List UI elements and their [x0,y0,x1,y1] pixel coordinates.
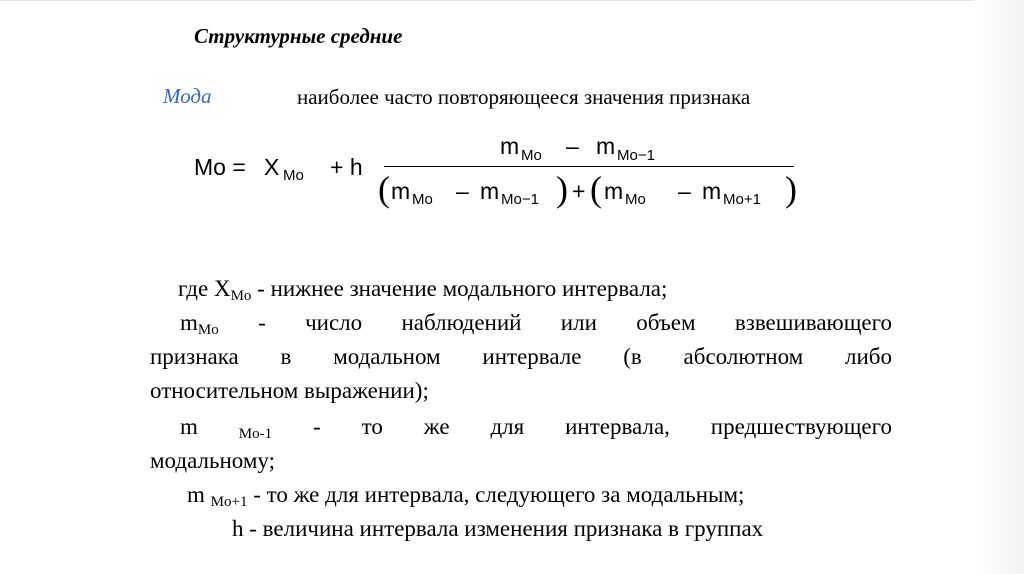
denom-sub4: Mo+1 [723,191,761,208]
explanation-line-5 [180,410,892,451]
denom-minus-2: – [678,178,691,204]
formula-plus-h: + h [330,154,363,180]
x-symbol: X [213,276,231,301]
numerator-sub2: Mo−1 [617,147,655,164]
slide-title: Структурные средние [194,24,403,48]
denom-m2: m [480,178,500,204]
explanation-line-6: модальному; [150,448,275,473]
numerator-m1: m [500,133,520,159]
denom-lparen-1: ( [378,169,390,209]
fraction-bar [384,166,794,167]
denom-sub2: Mo−1 [501,191,539,208]
numerator-m2: m [596,133,616,159]
denom-plus: + [572,178,586,204]
explanation-line-4: относительном выражении); [150,378,429,403]
mode-formula [0,0,1024,230]
m-prev-subscript: Mo-1 [238,426,273,442]
m-prev-symbol: m [180,414,198,439]
denom-lparen-2: ( [590,169,602,209]
denom-rparen-1: ) [556,169,568,209]
explanation-line-3: признака в модальном интервале (в абсолютном либо [150,344,892,369]
formula-x: X [264,154,280,180]
m-next-symbol: m [187,482,205,507]
m-subscript: Mo [197,322,219,338]
x-subscript: Mo [230,288,252,304]
definition-term: Мода [163,84,212,108]
formula-lhs: Mo = [194,154,246,180]
m-symbol: m [180,310,198,335]
denom-m4: m [702,178,722,204]
definition-text: наиболее часто повторяющееся значения признака [297,85,751,109]
x-description: - нижнее значение модального интервала; [257,276,668,301]
denom-sub1: Mo [412,191,433,208]
m-next-description: - то же для интервала, следующего за модальным; [253,482,745,507]
denom-m3: m [604,178,624,204]
m-next-subscript: Mo+1 [210,494,248,510]
numerator-minus: – [566,133,579,159]
m-description: - число наблюдений или объем взвешивающего [258,310,892,335]
formula-x-subscript: Mo [283,167,304,184]
denom-m1: m [391,178,411,204]
m-prev-description: - то же для интервала, предшествующего [313,414,893,439]
denom-sub3: Mo [625,191,646,208]
denom-minus-1: – [456,178,469,204]
numerator-sub1: Mo [521,147,542,164]
where-word: где [178,276,209,301]
explanation-line-8: h - величина интервала изменения признака в группах [232,516,764,541]
denom-rparen-2: ) [785,169,797,209]
